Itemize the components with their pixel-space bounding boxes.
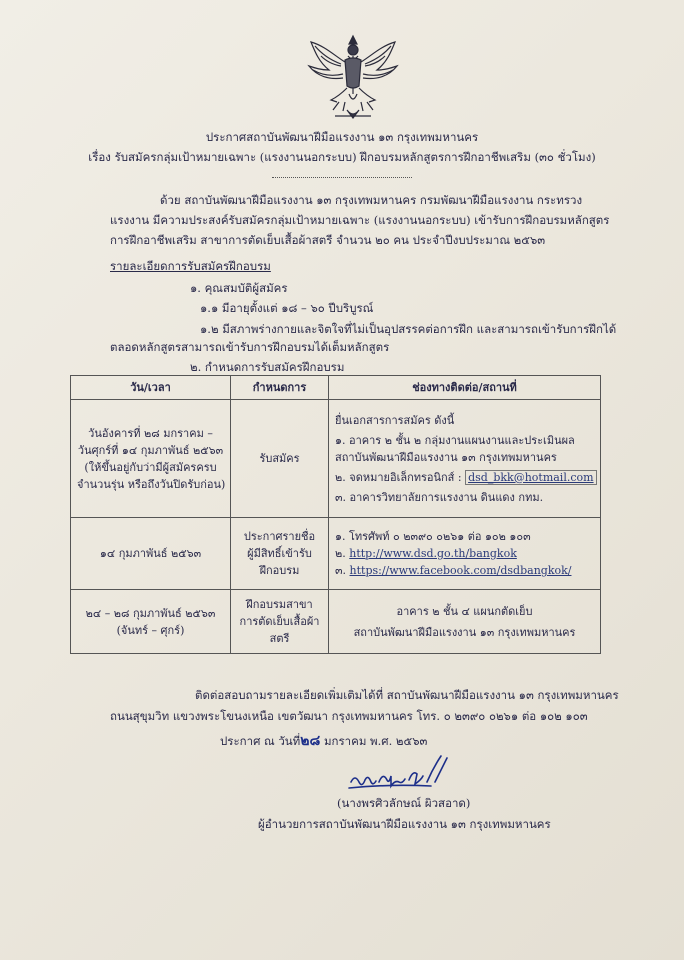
contact-line-1: ติดต่อสอบถามรายละเอียดเพิ่มเติมได้ที่ สถาบันพัฒนาฝีมือแรงงาน ๑๓ กรุงเทพมหานคร bbox=[195, 688, 619, 702]
garuda-emblem-icon bbox=[305, 32, 401, 122]
signer-title: ผู้อำนวยการสถาบันพัฒนาฝีมือแรงงาน ๑๓ กรุงเทพมหานคร bbox=[258, 817, 551, 831]
announcement-title: ประกาศสถาบันพัฒนาฝีมือแรงงาน ๑๓ กรุงเทพมหานคร bbox=[205, 130, 479, 144]
table-row bbox=[71, 590, 601, 654]
table-row bbox=[71, 518, 601, 590]
details-heading: รายละเอียดการรับสมัครฝึกอบรม bbox=[110, 259, 271, 273]
table-header-row bbox=[71, 376, 601, 400]
title-divider bbox=[272, 177, 412, 178]
schedule-table bbox=[70, 375, 601, 654]
email-link[interactable]: dsd_bkk@hotmail.com bbox=[465, 470, 596, 485]
header-event: กำหนดการ bbox=[231, 376, 329, 400]
row1-date: วันอังคารที่ ๒๘ มกราคม – วันศุกร์ที่ ๑๔ กุมภาพันธ์ ๒๕๖๓ (ให้ขึ้นอยู่กับว่ามีผู้สมัครครบ จำนวนรุ่น หรือถึงวันปิดรับก่อน) bbox=[71, 400, 231, 518]
intro-line-3: การฝึกอาชีพเสริม สาขาการตัดเย็บเสื้อผ้าสตรี จำนวน ๒๐ คน ประจำปีงบประมาณ ๒๕๖๓ bbox=[110, 233, 546, 247]
row1-contact: ยื่นเอกสารการสมัคร ดังนี้ ๑. อาคาร ๒ ชั้น ๒ กลุ่มงานแผนงานและประเมินผล สถาบันพัฒนาฝีมือแรงงาน ๑๓ กรุงเทพมหานคร ๒. จดหมายอิเล็กทรอนิกส์ : dsd_bkk@hotmail.com ๓. อาคารวิทยาลัยการแรงงาน ดินแดง กทม. bbox=[329, 400, 601, 518]
schedule-heading: ๒. กำหนดการรับสมัครฝึกอบรม bbox=[190, 360, 345, 374]
website-link[interactable]: http://www.dsd.go.th/bangkok bbox=[349, 547, 517, 560]
signature-icon bbox=[345, 752, 455, 800]
row2-date: ๑๔ กุมภาพันธ์ ๒๕๖๓ bbox=[71, 518, 231, 590]
row3-contact: อาคาร ๒ ชั้น ๔ แผนกตัดเย็บ สถาบันพัฒนาฝีมือแรงงาน ๑๓ กรุงเทพมหานคร bbox=[329, 590, 601, 654]
signer-name: (นางพรศิวลักษณ์ ผิวสอาด) bbox=[337, 796, 471, 810]
header-contact: ช่องทางติดต่อ/สถานที่ bbox=[329, 376, 601, 400]
row1-event: รับสมัคร bbox=[231, 400, 329, 518]
qualification-age: ๑.๑ มีอายุตั้งแต่ ๑๘ – ๖๐ ปีบริบูรณ์ bbox=[200, 301, 374, 315]
row2-event: ประกาศรายชื่อ ผู้มีสิทธิ์เข้ารับ ฝึกอบรม bbox=[231, 518, 329, 590]
row3-event: ฝึกอบรมสาขา การตัดเย็บเสื้อผ้า สตรี bbox=[231, 590, 329, 654]
intro-line-1: ด้วย สถาบันพัฒนาฝีมือแรงงาน ๑๓ กรุงเทพมหานคร กรมพัฒนาฝีมือแรงงาน กระทรวง bbox=[160, 193, 583, 207]
header-date: วัน/เวลา bbox=[71, 376, 231, 400]
announce-date: ประกาศ ณ วันที่๒๘ มกราคม พ.ศ. ๒๕๖๓ bbox=[220, 733, 428, 749]
table-row bbox=[71, 400, 601, 518]
handwritten-day: ๒๘ bbox=[300, 733, 321, 749]
facebook-link[interactable]: https://www.facebook.com/dsdbangkok/ bbox=[349, 564, 572, 577]
qualification-heading: ๑. คุณสมบัติผู้สมัคร bbox=[190, 281, 288, 295]
row3-date: ๒๔ – ๒๘ กุมภาพันธ์ ๒๕๖๓ (จันทร์ – ศุกร์) bbox=[71, 590, 231, 654]
row2-contact: ๑. โทรศัพท์ ๐ ๒๓๙๐ ๐๒๖๑ ต่อ ๑๐๒ ๑๐๓ ๒. http://www.dsd.go.th/bangkok ๓. https://www.facebook.com/dsdbangkok/ bbox=[329, 518, 601, 590]
email-label: ๒. จดหมายอิเล็กทรอนิกส์ : bbox=[335, 470, 462, 484]
qualification-health-1: ๑.๒ มีสภาพร่างกายและจิตใจที่ไม่เป็นอุปสรรคต่อการฝึก และสามารถเข้ารับการฝึกได้ bbox=[200, 322, 617, 336]
intro-line-2: แรงงาน มีความประสงค์รับสมัครกลุ่มเป้าหมายเฉพาะ (แรงงานนอกระบบ) เข้ารับการฝึกอบรมหลักสูตร bbox=[110, 213, 610, 227]
contact-line-2: ถนนสุขุมวิท แขวงพระโขนงเหนือ เขตวัฒนา กรุงเทพมหานคร โทร. ๐ ๒๓๙๐ ๐๒๖๑ ต่อ ๑๐๒ ๑๐๓ bbox=[110, 709, 588, 723]
qualification-health-2: ตลอดหลักสูตรสามารถเข้ารับการฝึกอบรมได้เต็มหลักสูตร bbox=[110, 340, 390, 354]
announcement-subject: เรื่อง รับสมัครกลุ่มเป้าหมายเฉพาะ (แรงงานนอกระบบ) ฝึกอบรมหลักสูตรการฝึกอาชีพเสริม (๓๐ ชั่วโมง) bbox=[88, 150, 596, 164]
